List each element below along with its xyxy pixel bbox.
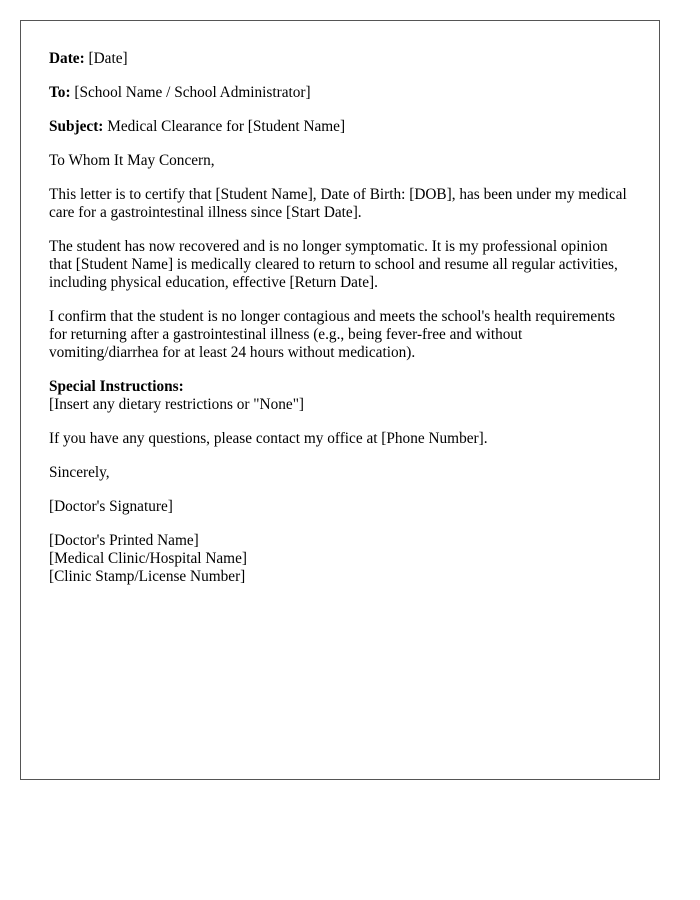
- paragraph-contagion: I confirm that the student is no longer contagious and meets the school's health requirements for returning after a gastrointestinal illness (e.g., being fever-free and without vomiting/diarrhea for at least 24 hours without medication).: [49, 308, 616, 361]
- to-line: [49, 84, 631, 102]
- signature: [Doctor's Signature]: [49, 498, 173, 515]
- clinic-name: [Medical Clinic/Hospital Name]: [49, 550, 247, 567]
- stamp-license: [Clinic Stamp/License Number]: [49, 568, 246, 585]
- date-label: Date:: [49, 50, 85, 67]
- salutation: To Whom It May Concern,: [49, 152, 215, 169]
- subject-label: Subject:: [49, 118, 104, 135]
- contact-line: If you have any questions, please contact my office at [Phone Number].: [49, 430, 488, 447]
- paragraph-clearance: The student has now recovered and is no longer symptomatic. It is my professional opinion that [Student Name] is medically cleared to return to school and resume all regular activities, including physical education, effective [Return Date].: [49, 238, 618, 291]
- subject-line: [49, 118, 631, 136]
- date-line: [49, 50, 631, 68]
- paragraph-certification: This letter is to certify that [Student Name], Date of Birth: [DOB], has been under my medical care for a gastrointestinal illness since [Start Date].: [49, 186, 627, 221]
- printed-name: [Doctor's Printed Name]: [49, 532, 199, 549]
- subject-value: Medical Clearance for [Student Name]: [107, 118, 346, 135]
- signature-block: [49, 532, 631, 586]
- special-instructions-label: Special Instructions:: [49, 378, 184, 395]
- closing: Sincerely,: [49, 464, 110, 481]
- to-value: [School Name / School Administrator]: [74, 84, 311, 101]
- date-value: [Date]: [88, 50, 128, 67]
- letter-document: [20, 20, 660, 780]
- special-instructions: [49, 378, 631, 414]
- special-instructions-value: [Insert any dietary restrictions or "None"]: [49, 396, 305, 413]
- to-label: To:: [49, 84, 71, 101]
